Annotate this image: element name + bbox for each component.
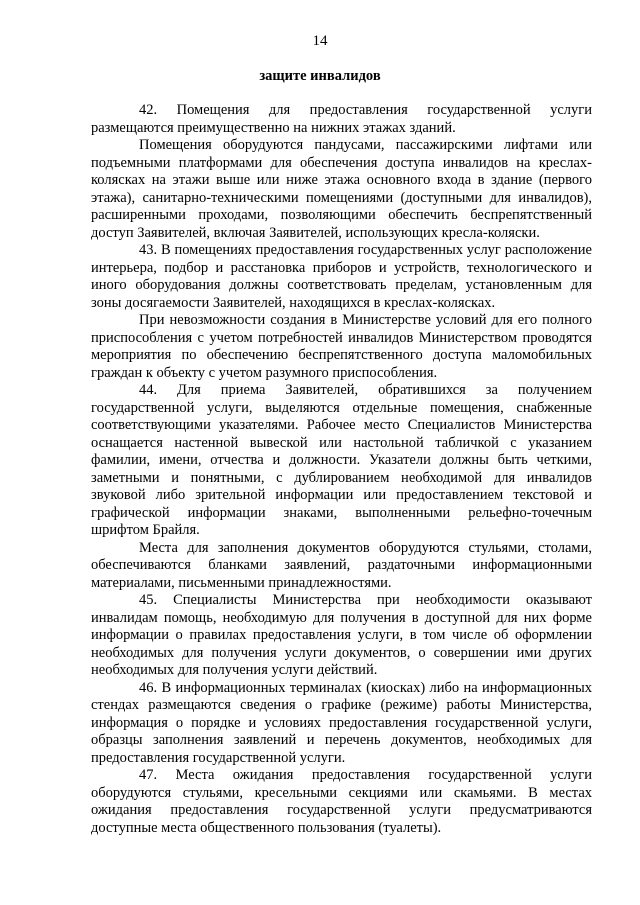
paragraph: 43. В помещениях предоставления государственных услуг расположение интерьера, подбор и расстановка приборов и устройств, технологического и иного оборудования должны соответствовать пределам, установленным для зоны досягаемости Заявителей, находящихся в креслах-колясках. xyxy=(91,242,592,311)
page-number: 14 xyxy=(312,33,328,49)
paragraph: Помещения оборудуются пандусами, пассажирскими лифтами или подъемными платформами для обеспечения доступа инвалидов на креслах-колясках на этажи выше или ниже этажа основного входа в здание (первого этажа), санитарно-техническими помещениями (доступными для инвалидов), расширенными проходами, позволяющими обеспечить беспрепятственный доступ Заявителей, включая Заявителей, использующих кресла-коляски. xyxy=(91,137,592,241)
body-text xyxy=(91,102,592,837)
section-title: защите инвалидов xyxy=(259,68,381,84)
paragraph: При невозможности создания в Министерстве условий для его полного приспособления с учетом потребностей инвалидов Министерством проводятся мероприятия по обеспечению беспрепятственного доступа маломобильных граждан к объекту с учетом разумного приспособления. xyxy=(91,312,592,381)
paragraph: 47. Места ожидания предоставления государственной услуги оборудуются стульями, кресельными секциями или скамьями. В местах ожидания предоставления государственной услуги предусматриваются доступные места общественного пользования (туалеты). xyxy=(91,767,592,836)
paragraph: 45. Специалисты Министерства при необходимости оказывают инвалидам помощь, необходимую для получения в доступной для них форме информации о правилах предоставления услуги, в том числе об оформлении необходимых для получения услуги документов, о совершении ими других необходимых для получения услуги действий. xyxy=(91,592,592,678)
paragraph: 44. Для приема Заявителей, обратившихся за получением государственной услуги, выделяются отдельные помещения, снабженные соответствующими указателями. Рабочее место Специалистов Министерства оснащается настенной вывеской или настольной табличкой с указанием фамилии, имени, отчества и должности. Указатели должны быть четкими, заметными и понятными, с дублированием необходимой для инвалидов звуковой либо зрительной информации или предоставлением текстовой и графической информации знаками, выполненными рельефно-точечным шрифтом Брайля. xyxy=(91,382,592,538)
paragraph: Места для заполнения документов оборудуются стульями, столами, обеспечиваются бланками заявлений, раздаточными информационными материалами, письменными принадлежностями. xyxy=(91,539,592,591)
paragraph: 46. В информационных терминалах (киосках) либо на информационных стендах размещаются сведения о графике (режиме) работы Министерства, информация о порядке и условиях предоставления государственной услуги, образцы заполнения заявлений и перечень документов, необходимых для предоставления государственной услуги. xyxy=(91,679,592,766)
paragraph: 42. Помещения для предоставления государственной услуги размещаются преимущественно на нижних этажах зданий. xyxy=(91,102,592,136)
